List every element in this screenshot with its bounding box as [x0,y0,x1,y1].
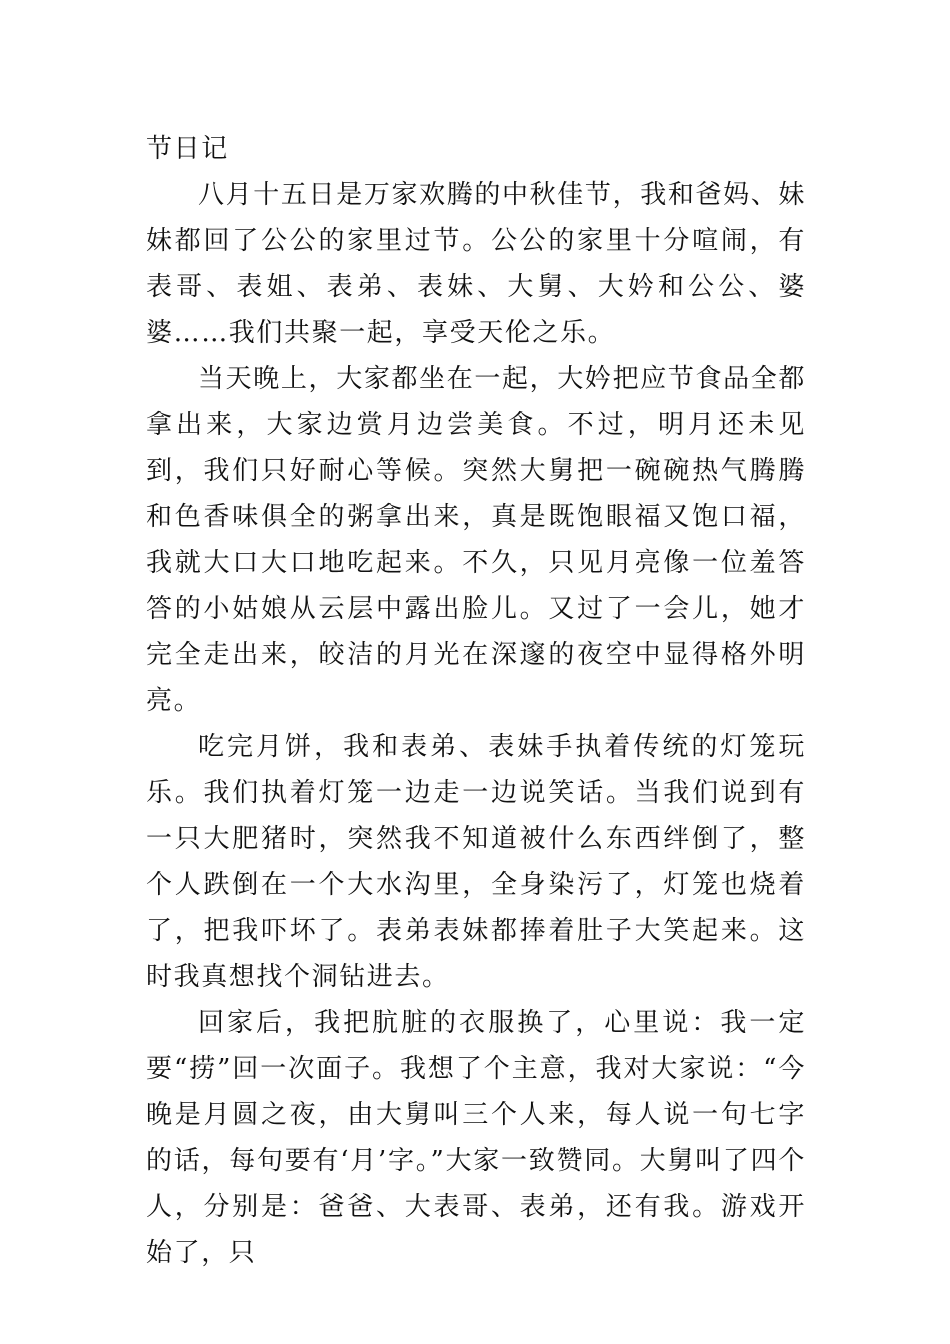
paragraph-1: 八月十五日是万家欢腾的中秋佳节，我和爸妈、妹妹都回了公公的家里过节。公公的家里十分喧闹，有表哥、表姐、表弟、表妹、大舅、大妗和公公、婆婆……我们共聚一起，享受天伦之乐。 [146,180,806,348]
paragraph-2: 当天晚上，大家都坐在一起，大妗把应节食品全都拿出来，大家边赏月边尝美食。不过，明月还未见到，我们只好耐心等候。突然大舅把一碗碗热气腾腾和色香味俱全的粥拿出来，真是既饱眼福又饱口福，我就大口大口地吃起来。不久，只见月亮像一位羞答答的小姑娘从云层中露出脸儿。又过了一会儿，她才完全走出来，皎洁的月光在深邃的夜空中显得格外明亮。 [146,364,806,716]
document-title: 节日记 [146,134,229,164]
paragraph-3: 吃完月饼，我和表弟、表妹手执着传统的灯笼玩乐。我们执着灯笼一边走一边说笑话。当我们说到有一只大肥猪时，突然我不知道被什么东西绊倒了，整个人跌倒在一个大水沟里，全身染污了，灯笼也烧着了，把我吓坏了。表弟表妹都捧着肚子大笑起来。这时我真想找个洞钻进去。 [146,732,806,992]
paragraph-4: 回家后，我把肮脏的衣服换了，心里说：我一定要“捞”回一次面子。我想了个主意，我对大家说：“今晚是月圆之夜，由大舅叫三个人来，每人说一句七字的话，每句要有‘月’字。”大家一致赞同。大舅叫了四个人，分别是：爸爸、大表哥、表弟，还有我。游戏开始了，只 [146,1008,806,1268]
document-body [146,126,806,1276]
